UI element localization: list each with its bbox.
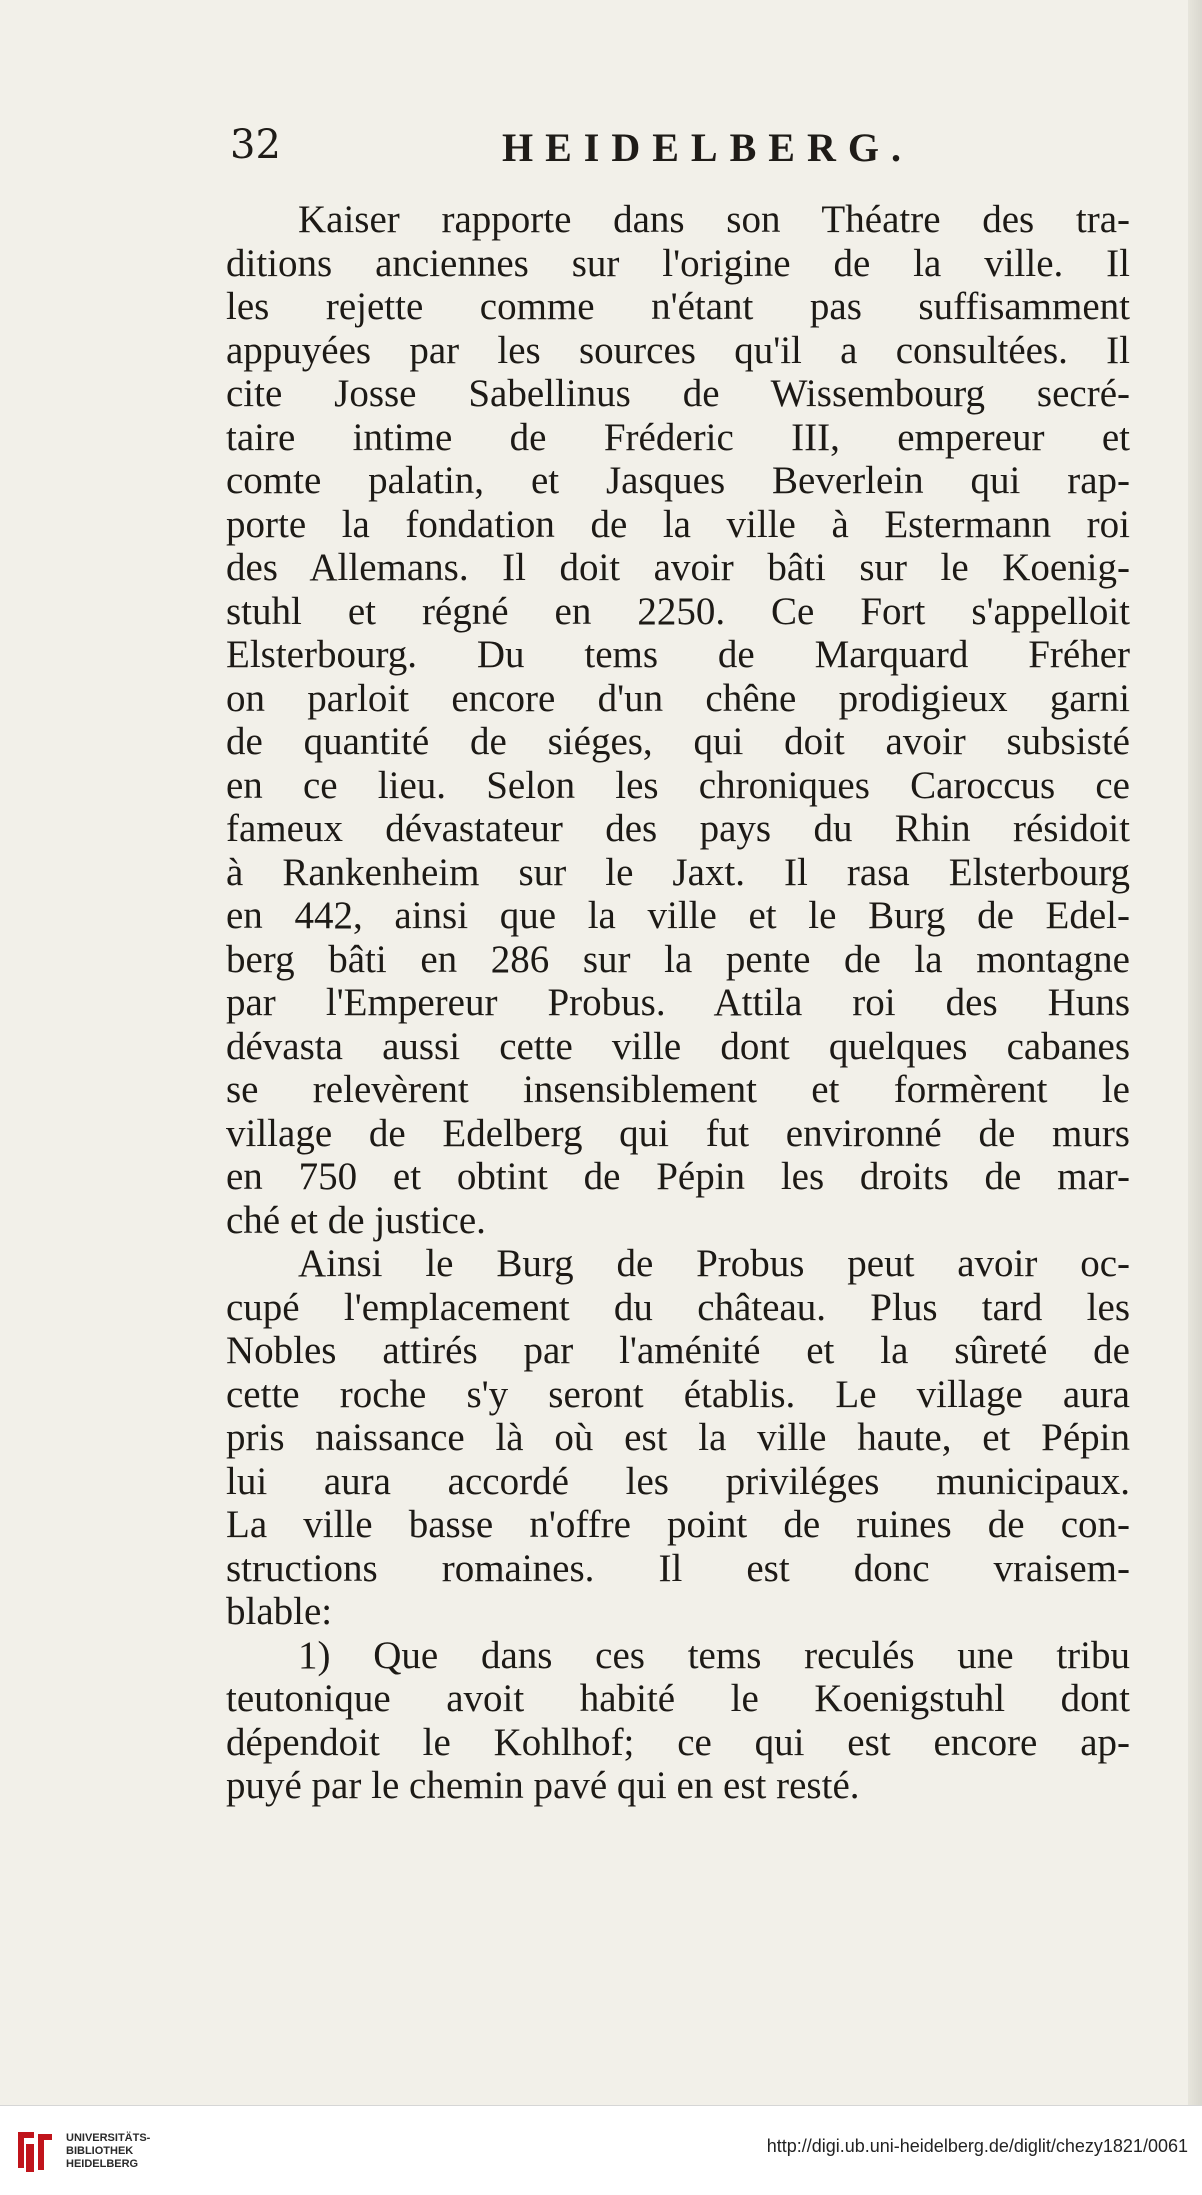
text-line: lui aura accordé les priviléges municipaux. (226, 1459, 1130, 1503)
text-line: se relevèrent insensiblement et formèrent le (226, 1068, 1130, 1111)
text-line: Ainsi le Burg de Probus peut avoir oc- (298, 1242, 1130, 1285)
text-line: Nobles attirés par l'aménité et la sûreté de (226, 1329, 1130, 1372)
page-header (230, 118, 1130, 178)
text-line: cupé l'emplacement du château. Plus tard les (226, 1285, 1130, 1329)
text-line: les rejette comme n'étant pas suffisamment (226, 285, 1130, 328)
text-line: à Rankenheim sur le Jaxt. Il rasa Elsterbourg (226, 850, 1130, 894)
text-line: pris naissance là où est la ville haute, et Pépin (226, 1416, 1130, 1459)
text-line: en ce lieu. Selon les chroniques Caroccus ce (226, 763, 1130, 807)
university-library-logo-icon (14, 2128, 56, 2174)
text-line: dépendoit le Kohlhof; ce qui est encore ap- (226, 1720, 1130, 1764)
text-line: de quantité de siéges, qui doit avoir subsisté (226, 720, 1130, 763)
library-name-line: BIBLIOTHEK (66, 2145, 134, 2157)
text-line: en 750 et obtint de Pépin les droits de mar- (226, 1155, 1130, 1198)
text-line: puyé par le chemin pavé qui en est resté. (226, 1764, 860, 1807)
library-name-line: HEIDELBERG (66, 2158, 139, 2170)
page-edge-shadow (1188, 0, 1202, 2105)
text-line: comte palatin, et Jasques Beverlein qui rap- (226, 459, 1130, 502)
text-line: par l'Empereur Probus. Attila roi des Huns (226, 981, 1130, 1024)
text-line: Elsterbourg. Du tems de Marquard Fréher (226, 633, 1130, 676)
text-line: taire intime de Fréderic III, empereur et (226, 415, 1130, 459)
text-line: stuhl et régné en 2250. Ce Fort s'appelloit (226, 589, 1130, 633)
text-line: La ville basse n'offre point de ruines de con- (226, 1503, 1130, 1546)
text-line: appuyées par les sources qu'il a consultées. Il (226, 328, 1130, 372)
text-line: teutonique avoit habité le Koenigstuhl dont (226, 1677, 1130, 1720)
page-number: 32 (230, 122, 281, 168)
text-line: on parloit encore d'un chêne prodigieux garni (226, 676, 1130, 720)
text-line: Kaiser rapporte dans son Théatre des tra- (298, 198, 1130, 241)
library-name-line: UNIVERSITÄTS- (66, 2132, 151, 2144)
text-line: des Allemans. Il doit avoir bâti sur le Koenig- (226, 546, 1130, 589)
text-line: structions romaines. Il est donc vraisem- (226, 1546, 1130, 1590)
running-head: HEIDELBERG. (502, 125, 913, 170)
library-name (66, 2132, 150, 2171)
viewer-footer (0, 2105, 1202, 2195)
text-line: berg bâti en 286 sur la pente de la montagne (226, 937, 1130, 981)
text-line: en 442, ainsi que la ville et le Burg de Edel- (226, 894, 1130, 937)
text-line: fameux dévastateur des pays du Rhin résidoit (226, 807, 1130, 850)
body-text (226, 198, 1130, 1808)
text-line: ditions anciennes sur l'origine de la ville. Il (226, 241, 1130, 285)
source-url-link[interactable]: http://digi.ub.uni-heidelberg.de/diglit/chezy1821/0061 (766, 2136, 1188, 2156)
text-line: porte la fondation de la ville à Estermann roi (226, 502, 1130, 546)
text-line: cette roche s'y seront établis. Le village aura (226, 1372, 1130, 1416)
text-line: village de Edelberg qui fut environné de murs (226, 1111, 1130, 1155)
text-line: 1) Que dans ces tems reculés une tribu (298, 1633, 1130, 1677)
text-line: dévasta aussi cette ville dont quelques cabanes (226, 1024, 1130, 1068)
text-line: cite Josse Sabellinus de Wissembourg secré- (226, 372, 1130, 415)
text-line: blable: (226, 1590, 333, 1633)
text-line: ché et de justice. (226, 1198, 486, 1242)
